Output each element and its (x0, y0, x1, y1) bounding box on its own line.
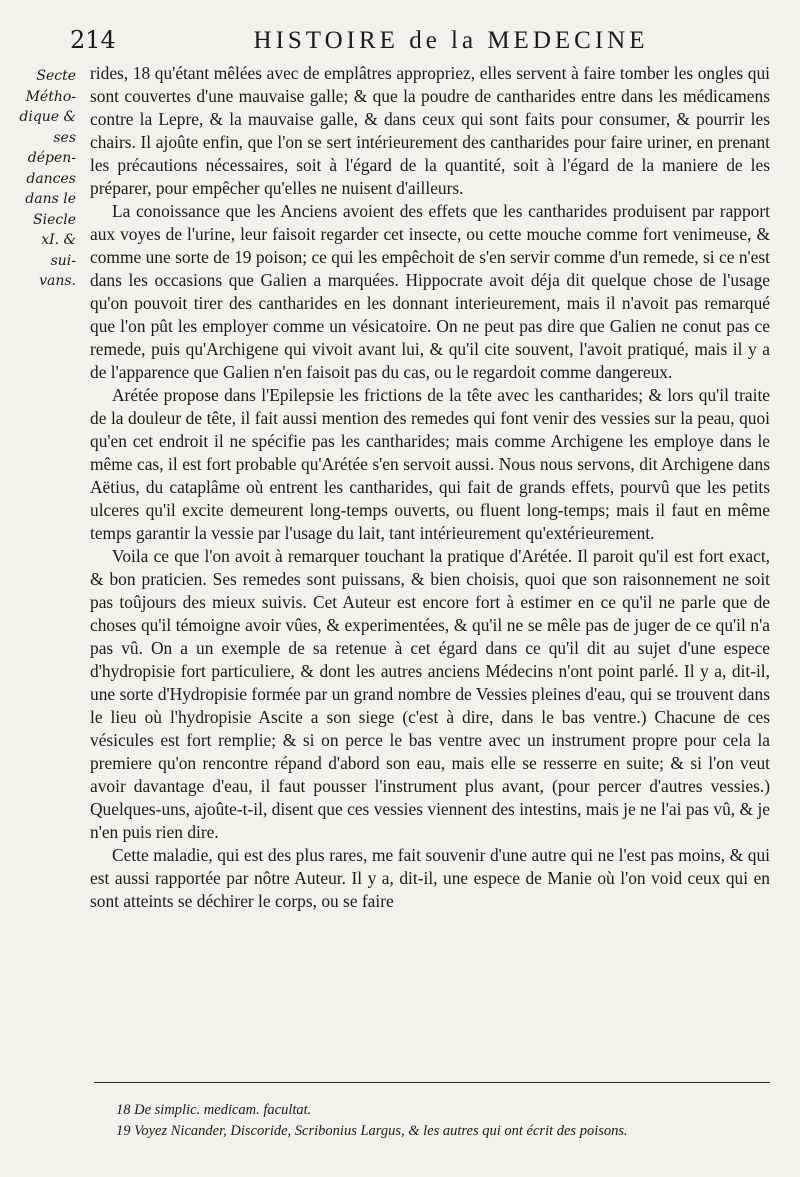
paragraph: Arétée propose dans l'Epilepsie les frictions de la tête avec les cantharides; & lors qu'il traite de la douleur de tête, il fait aussi mention des remedes qui font venir des vessies sur la peau, quoi qu'en cet endroit il ne spécifie pas les cantharides; mais comme Archigene les employe dans le même cas, il est fort probable qu'Arétée s'en servoit aussi. Nous nous servons, dit Archigene dans Aëtius, du cataplâme où entrent les cantharides, qui fait de grands effets, pourvû que les petits ulceres qu'il excite demeurent long-temps ouverts, ou fluent long-temps; mais il faut en même temps garantir la vessie par l'usage du lait, tant intérieurement qu'extérieurement. (90, 385, 770, 543)
paragraph: Cette maladie, qui est des plus rares, me fait souvenir d'une autre qui ne l'est pas moins, & qui est aussi rapportée par nôtre Auteur. Il y a, dit-il, une espece de Manie où l'on void ceux qui en sont atteints se déchirer le corps, ou se faire (90, 845, 770, 911)
running-title: HISTOIRE de la MEDECINE (253, 27, 649, 54)
page-number: 214 (70, 26, 116, 54)
footnote-divider (94, 1082, 770, 1083)
margin-note: Secte Métho-dique & ses dépen-dances dans le Siecle xI. & sui-vans. (19, 68, 76, 289)
footnote: 19 Voyez Nicander, Discoride, Scribonius Largus, & les autres qui ont écrit des poisons. (116, 1123, 628, 1139)
page-header (70, 26, 760, 55)
main-text (90, 62, 770, 913)
paragraph: La conoissance que les Anciens avoient des effets que les cantharides produisent par rapport aux voyes de l'urine, leur faisoit regarder cet insecte, ou cette mouche comme fort venimeuse, & comme une sorte de 19 poison; ce qui les empêchoit de s'en servir comme d'un remede, si ce n'est dans les occasions que Galien a marquées. Hippocrate avoit déja dit quelque chose de l'usage qu'on pouvoit tirer des cantharides en les donnant interieurement, mais il n'avoit pas remarqué que l'on pût les employer comme un vésicatoire. On ne peut pas dire que Galien ne conut pas ce remede, puis qu'Archigene qui vivoit avant lui, & qu'il cite souvent, l'avoit pratiqué, mais il y a de l'apparence que Galien n'en faisoit pas du cas, ou le regardoit comme dangereux. (90, 201, 770, 382)
footnotes (90, 1100, 770, 1142)
footnote: 18 De simplic. medicam. facultat. (116, 1102, 312, 1118)
paragraph: Voila ce que l'on avoit à remarquer touchant la pratique d'Arétée. Il paroit qu'il est fort exact, & bon praticien. Ses remedes sont puissans, & bien choisis, quoi que son raisonnement ne soit pas toûjours des mieux suivis. Cet Auteur est encore fort à estimer en ce qu'il ne parle que de choses qu'il témoigne avoir vûes, & experimentées, & qu'il ne se mêle pas de juger de ce qu'il n'a pas vû. On a un exemple de sa retenue à cet égard dans ce qu'il dit au sujet d'une espece d'hydropisie fort particuliere, & dont les autres anciens Médecins n'ont point parlé. Il y a, dit-il, une sorte d'Hydropisie formée par un grand nombre de Vessies pleines d'eau, qui se trouvent dans le lieu où l'hydropisie Ascite a son siege (c'est à dire, dans le bas ventre.) Chacune de ces vésicules est fort remplie; & si on perce le bas ventre avec un instrument propre pour cela la premiere qu'on rencontre répand d'abord son eau, mais elle se resserre en suite; & si l'on veut avoir davantage d'eau, il faut pousser l'instrument plus avant, (pour percer d'autres vessies.) Quelques-uns, ajoûte-t-il, disent que ces vessies viennent des intestins, mais je ne l'ai pas vû, & je n'en puis rien dire. (90, 546, 770, 842)
paragraph: rides, 18 qu'étant mêlées avec de emplâtres appropriez, elles servent à faire tomber les ongles qui sont couvertes d'une mauvaise galle; & que la poudre de cantharides entre dans les médicamens contre la Lepre, & la mauvaise galle, & dans ceux qui sont faits pour consumer, & pourrir les chairs. Il ajoûte enfin, que l'on se sert intérieurement des cantharides pour faire uriner, en prenant les précautions nécessaires, soit à l'égard de la quantité, soit à l'égard de la maniere de les préparer, pour empêcher qu'elles ne nuisent d'ailleurs. (90, 63, 770, 198)
